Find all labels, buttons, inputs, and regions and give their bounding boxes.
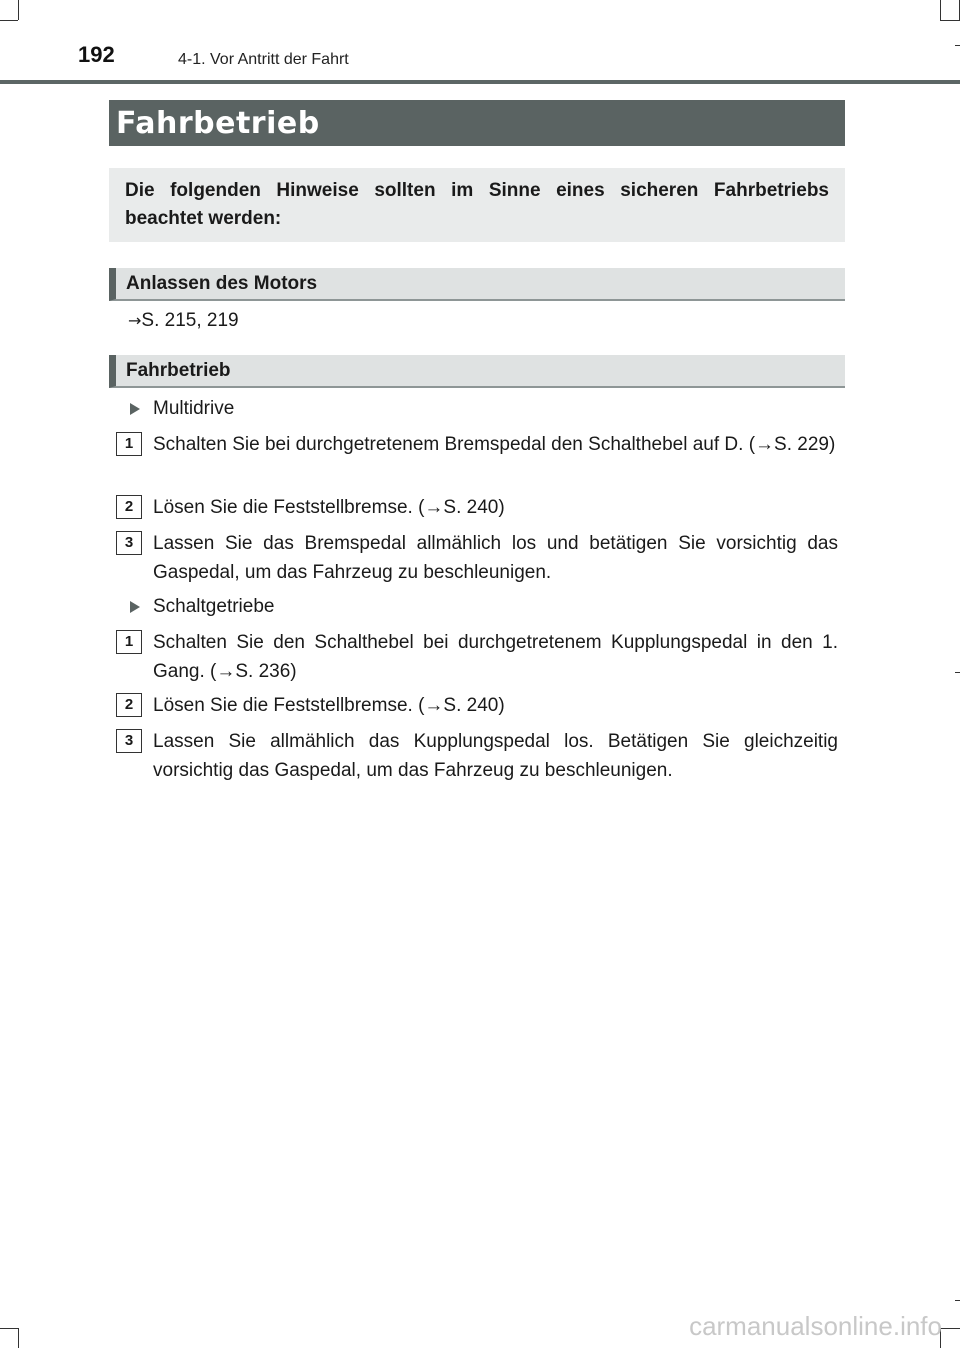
step-number-badge: 3 bbox=[116, 531, 142, 555]
section-heading-driving bbox=[109, 355, 845, 388]
triangle-bullet-icon bbox=[130, 403, 140, 415]
step-item bbox=[116, 430, 838, 459]
crop-mark bbox=[18, 1328, 19, 1348]
triangle-bullet-icon bbox=[130, 601, 140, 613]
step-item bbox=[116, 628, 838, 686]
subheading-multidrive bbox=[130, 398, 234, 420]
step-item bbox=[116, 691, 838, 720]
step-number-badge: 1 bbox=[116, 432, 142, 456]
arrow-right-icon: → bbox=[128, 311, 142, 330]
header-rule bbox=[0, 80, 960, 84]
crop-mark bbox=[955, 672, 960, 673]
page-number: 192 bbox=[78, 42, 115, 67]
step-number-badge: 2 bbox=[116, 495, 142, 519]
watermark: carmanualsonline.info bbox=[689, 1311, 942, 1341]
step-text: Lösen Sie die Feststellbremse. (→S. 240) bbox=[153, 695, 505, 716]
step-text: Schalten Sie den Schalthebel bei durchgetretenem Kupplungspedal in den 1. Gang. (→S. 236) bbox=[153, 632, 838, 682]
crop-mark bbox=[940, 20, 960, 21]
intro-text: Die folgenden Hinweise sollten im Sinne eines sicheren Fahrbetriebs beachtet werden: bbox=[125, 180, 829, 229]
crop-mark bbox=[0, 20, 18, 21]
step-text: Lassen Sie allmählich das Kupplungspedal los. Betätigen Sie gleichzeitig vorsichtig das Gaspedal, um das Fahrzeug zu beschleunigen. bbox=[153, 731, 838, 781]
subheading-label: Multidrive bbox=[153, 398, 235, 419]
step-number-badge: 2 bbox=[116, 693, 142, 717]
step-number-badge: 1 bbox=[116, 630, 142, 654]
crop-mark bbox=[0, 1328, 18, 1329]
subheading-label: Schaltgetriebe bbox=[153, 596, 275, 617]
step-text: Schalten Sie bei durchgetretenem Bremspedal den Schalthebel auf D. (→S. 229) bbox=[153, 434, 836, 455]
section-heading-label: Anlassen des Motors bbox=[126, 272, 318, 294]
section-title-bar bbox=[109, 100, 845, 146]
page-reference bbox=[128, 310, 239, 332]
step-text: Lassen Sie das Bremspedal allmählich los und betätigen Sie vorsichtig das Gaspedal, um das Fahrzeug zu beschleunigen. bbox=[153, 533, 838, 583]
step-item bbox=[116, 529, 838, 587]
crop-mark bbox=[955, 1300, 960, 1301]
step-item bbox=[116, 493, 838, 522]
intro-box bbox=[109, 168, 845, 242]
subheading-manual-transmission bbox=[130, 596, 274, 618]
crop-mark bbox=[955, 45, 960, 46]
section-heading-label: Fahrbetrieb bbox=[126, 359, 231, 381]
crop-mark bbox=[940, 1328, 960, 1329]
chapter-title: 4-1. Vor Antritt der Fahrt bbox=[178, 51, 349, 68]
crop-mark bbox=[940, 0, 941, 20]
step-text: Lösen Sie die Feststellbremse. (→S. 240) bbox=[153, 497, 505, 518]
reference-text: S. 215, 219 bbox=[141, 310, 239, 331]
step-item bbox=[116, 727, 838, 785]
section-heading-engine-start bbox=[109, 268, 845, 301]
step-number-badge: 3 bbox=[116, 729, 142, 753]
page-title: Fahrbetrieb bbox=[116, 105, 320, 141]
crop-mark bbox=[18, 0, 19, 20]
